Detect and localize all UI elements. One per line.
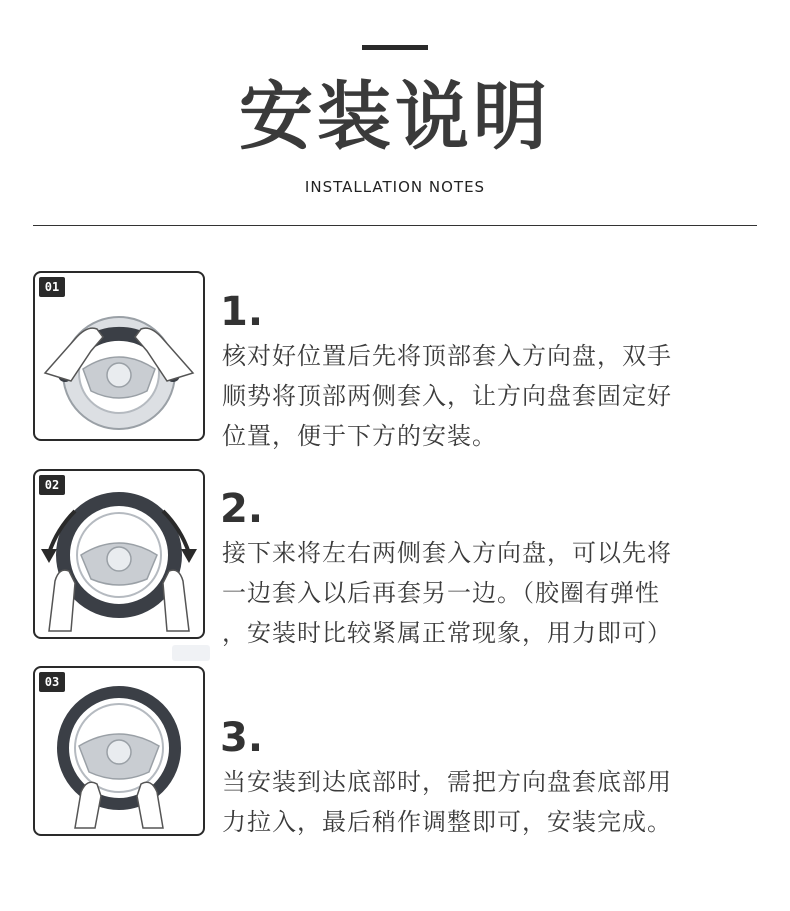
watermark-logo (172, 645, 210, 661)
step-1-line-1: 核对好位置后先将顶部套入方向盘，双手 (222, 342, 672, 370)
step-2-number: 2. (220, 486, 264, 532)
step-2-illustration-card (33, 469, 205, 639)
page-title: 安装说明 (239, 74, 551, 160)
page-subtitle: INSTALLATION NOTES (304, 178, 486, 196)
step-1-illustration-card (33, 271, 205, 441)
step-2-line-3: ，安装时比较紧属正常现象，用力即可） (222, 619, 672, 647)
step-2-text (222, 533, 762, 653)
step-2-line-1: 接下来将左右两侧套入方向盘，可以先将 (222, 539, 672, 567)
step-1-number: 1. (220, 289, 264, 335)
steering-wheel-top-icon (35, 273, 203, 439)
step-2-line-2: 一边套入以后再套另一边。（胶圈有弹性 (222, 579, 660, 607)
step-2-badge: 02 (39, 475, 65, 495)
steering-wheel-bottom-icon (35, 668, 203, 834)
header-divider (33, 225, 757, 226)
step-3-text (222, 762, 762, 842)
step-3-number: 3. (220, 715, 264, 761)
step-3-line-1: 当安装到达底部时，需把方向盘套底部用 (222, 768, 672, 796)
step-1-badge: 01 (39, 277, 65, 297)
step-3-badge: 03 (39, 672, 65, 692)
step-1-line-3: 位置，便于下方的安装。 (222, 422, 497, 450)
step-3-illustration-card (33, 666, 205, 836)
step-1-line-2: 顺势将顶部两侧套入，让方向盘套固定好 (222, 382, 672, 410)
title-accent-dash (362, 45, 428, 50)
step-3-line-2: 力拉入，最后稍作调整即可，安装完成。 (222, 808, 672, 836)
steering-wheel-sides-icon (35, 471, 203, 637)
step-1-text (222, 336, 762, 456)
